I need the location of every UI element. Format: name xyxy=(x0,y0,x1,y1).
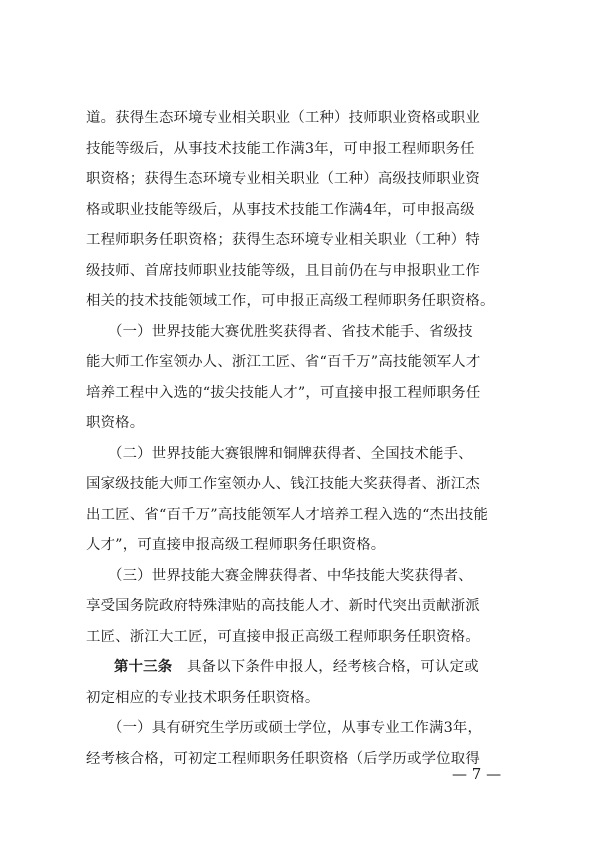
text-line: 技能等级后，从事技术技能工作满3年，可申报工程师职务任 xyxy=(86,140,475,157)
text-line: 出工匠、省“百千万”高技能领军人才培养工程入选的“杰出技能 xyxy=(86,506,489,523)
article-heading: 第十三条 xyxy=(114,658,173,675)
text-line: 格或职业技能等级后，从事技术技能工作满4年，可申报高级 xyxy=(86,201,475,218)
text-line: 人才”，可直接申报高级工程师职务任职资格。 xyxy=(86,537,386,553)
text-line: 工匠、浙江大工匠，可直接申报正高级工程师职务任职资格。 xyxy=(86,628,480,645)
text-line: 培养工程中入选的“拔尖技能人才”，可直接申报工程师职务任 xyxy=(86,384,481,401)
text-line: 初定相应的专业技术职务任职资格。 xyxy=(86,689,320,706)
article-heading-line xyxy=(86,652,516,683)
text-line: 国家级技能大师工作室领办人、钱江技能大奖获得者、浙江杰 xyxy=(86,476,480,492)
page-number: — 7 — xyxy=(452,765,502,783)
body-text xyxy=(86,103,516,774)
text-line: 工程师职务任职资格；获得生态环境专业相关职业（工种）特 xyxy=(86,232,480,248)
text-line: （二）世界技能大赛银牌和铜牌获得者、全国技术能手、 xyxy=(86,445,473,462)
article-text: 具备以下条件申报人，经考核合格，可认定或 xyxy=(172,659,479,675)
text-line: 道。获得生态环境专业相关职业（工种）技师职业资格或职业 xyxy=(86,110,480,126)
text-line: （一）世界技能大赛优胜奖获得者、省技术能手、省级技 xyxy=(86,323,473,340)
text-line: 职资格。 xyxy=(86,415,145,431)
text-line: 级技师、首席技师职业技能等级，且目前仍在与申报职业工作 xyxy=(86,262,480,279)
text-line: 能大师工作室领办人、浙江工匠、省“百千万”高技能领军人才 xyxy=(86,354,481,370)
text-line: （三）世界技能大赛金牌获得者、中华技能大奖获得者、 xyxy=(86,567,473,584)
text-line: 相关的技术技能领域工作，可申报正高级工程师职务任职资格。 xyxy=(86,293,495,309)
text-line: 职资格；获得生态环境专业相关职业（工种）高级技师职业资 xyxy=(86,171,480,187)
text-line: 经考核合格，可初定工程师职务任职资格（后学历或学位取得 xyxy=(86,750,480,767)
text-line: 享受国务院政府特殊津贴的高技能人才、新时代突出贡献浙派 xyxy=(86,598,480,614)
text-line: （一）具有研究生学历或硕士学位，从事专业工作满3年， xyxy=(86,720,483,736)
